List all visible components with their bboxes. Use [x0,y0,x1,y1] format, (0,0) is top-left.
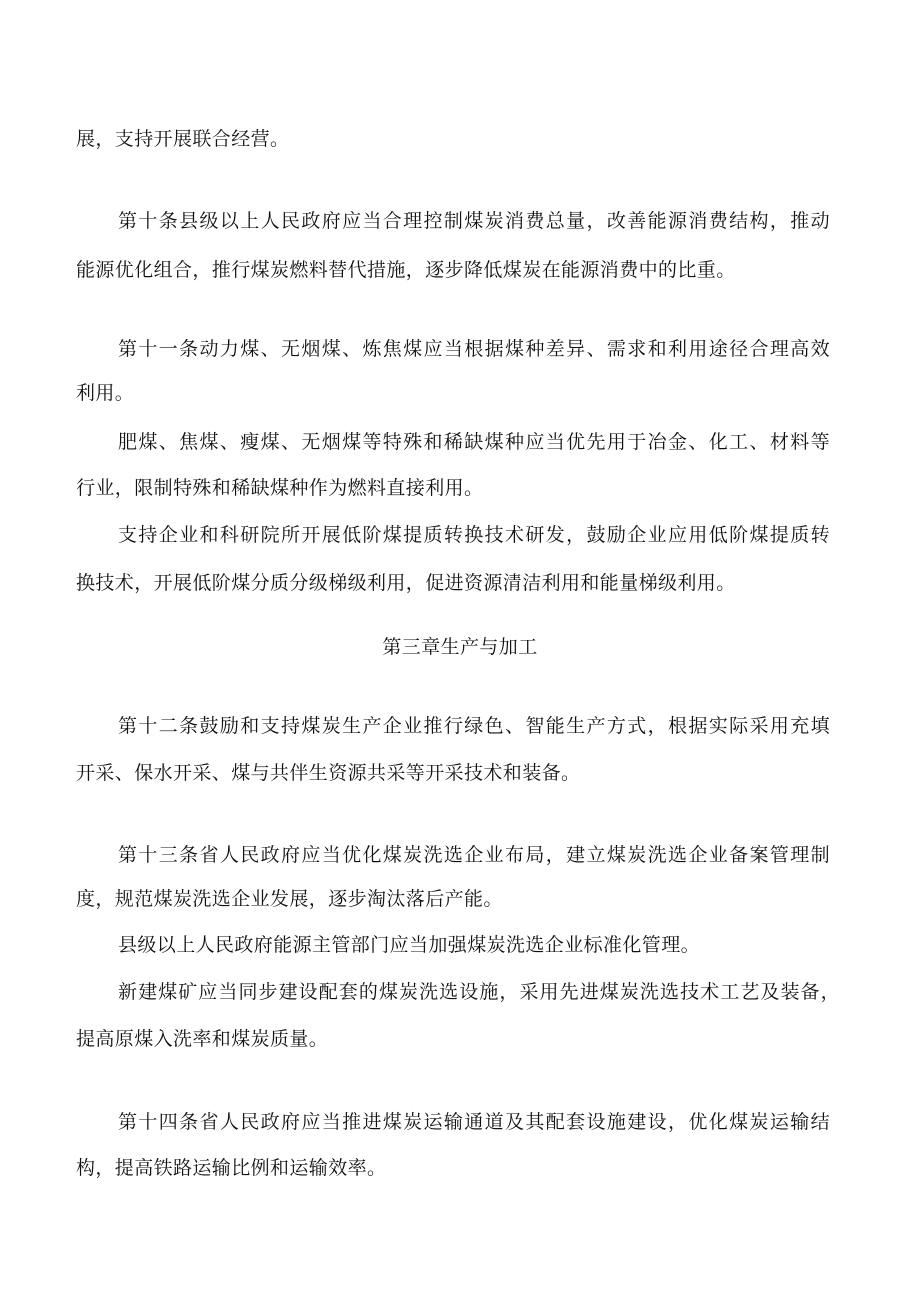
paragraph-line: 新建煤矿应当同步建设配套的煤炭洗选设施，采用先进煤炭洗选技术工艺及装备， [118,981,840,1003]
paragraph-line: 行业，限制特殊和稀缺煤种作为燃料直接利用。 [76,477,484,499]
article-12-line: 第十二条鼓励和支持煤炭生产企业推行绿色、智能生产方式，根据实际采用充填 [118,715,830,737]
paragraph-line: 支持企业和科研院所开展低阶煤提质转换技术研发，鼓励企业应用低阶煤提质转 [118,524,830,546]
article-14-line: 第十四条省人民政府应当推进煤炭运输通道及其配套设施建设，优化煤炭运输结 [118,1111,830,1133]
article-11-line: 第十一条动力煤、无烟煤、炼焦煤应当根据煤种差异、需求和利用途径合理高效 [118,338,830,360]
paragraph-line: 展，支持开展联合经营。 [76,128,290,150]
paragraph-line: 利用。 [76,382,135,404]
paragraph-line: 肥煤、焦煤、瘦煤、无烟煤等特殊和稀缺煤种应当优先用于冶金、化工、材料等 [118,431,830,453]
paragraph-line: 提高原煤入洗率和煤炭质量。 [76,1028,329,1050]
paragraph-line: 度，规范煤炭洗选企业发展，逐步淘汰落后产能。 [76,888,503,910]
paragraph-line: 县级以上人民政府能源主管部门应当加强煤炭洗选企业标准化管理。 [118,934,701,956]
chapter-heading: 第三章生产与加工 [382,636,538,658]
article-10-line: 第十条县级以上人民政府应当合理控制煤炭消费总量，改善能源消费结构，推动 [118,210,830,232]
paragraph-line: 换技术，开展低阶煤分质分级梯级利用，促进资源清洁利用和能量梯级利用。 [76,572,736,594]
paragraph-line: 能源优化组合，推行煤炭燃料替代措施，逐步降低煤炭在能源消费中的比重。 [76,259,736,281]
paragraph-line: 开采、保水开采、煤与共伴生资源共采等开采技术和装备。 [76,762,581,784]
article-13-line: 第十三条省人民政府应当优化煤炭洗选企业布局，建立煤炭洗选企业备案管理制 [118,844,830,866]
paragraph-line: 构，提高铁路运输比例和运输效率。 [76,1157,387,1179]
